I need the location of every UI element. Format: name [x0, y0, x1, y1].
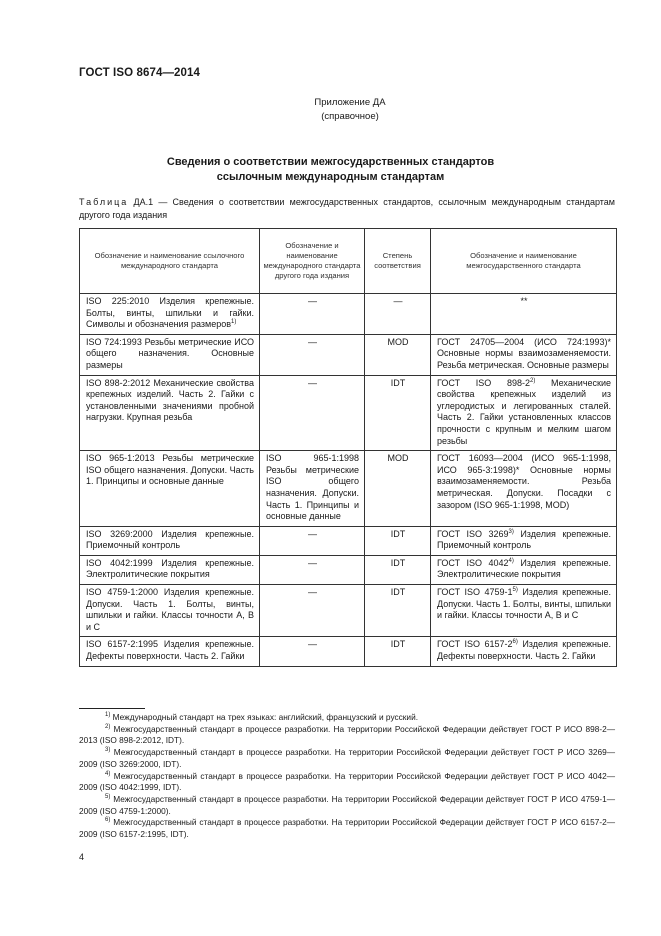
table-caption-text: ДА.1 — Сведения о соответствии межгосударственных стандартов, ссылочным международным стандартам другого года издания — [79, 197, 615, 220]
table-row — [80, 637, 617, 666]
cell-other: — — [260, 585, 365, 637]
section-title-line-1: Сведения о соответствии межгосударственных стандартов — [166, 156, 495, 168]
cell-reference: ISO 724:1993 Резьбы метрические ИСО общего назначения. Основные размеры — [80, 334, 260, 375]
cell-degree: MOD — [365, 334, 431, 375]
cell-degree: IDT — [365, 555, 431, 584]
header-interstate-standard: Обозначение и наименование межгосударственного стандарта — [431, 229, 617, 294]
cell-degree: IDT — [365, 585, 431, 637]
table-caption — [79, 196, 615, 222]
cell-other: — — [260, 555, 365, 584]
footnote: $^{3)}$ Межгосударственный стандарт в процессе разработки. На территории Российской Федерации действует ГОСТ Р ИСО 3269—2009 (ISO 3269:2000, IDT). — [79, 747, 615, 769]
cell-interstate: ГОСТ 16093—2004 (ИСО 965-1:1998, ИСО 965-3:1998)* Основные нормы взаимозаменяемости. Резьба метрическая. Допуски. Посадки с зазором (ISO 965-1:1998, MOD) — [431, 451, 617, 527]
footnote: $^{2)}$ Межгосударственный стандарт в процессе разработки. На территории Российской Федерации действует ГОСТ Р ИСО 898-2—2013 (ISO 898-2:2012, IDT). — [79, 723, 615, 746]
cell-degree: — — [365, 294, 431, 335]
cell-reference: ISO 4759-1:2000 Изделия крепежные. Допуски. Часть 1. Болты, винты, шпильки и гайки. Классы точности A, B и C — [80, 585, 260, 637]
header-degree: Степень соответствия — [365, 229, 431, 294]
table-row — [80, 555, 617, 584]
table-row — [80, 334, 617, 375]
table-caption-label: Таблица — [79, 197, 129, 207]
cell-reference: ISO 3269:2000 Изделия крепежные. Приемочный контроль — [80, 526, 260, 555]
cell-interstate: ГОСТ ISO 6157-2$^{6)}$ Изделия крепежные. Дефекты поверхности. Часть 2. Гайки — [431, 637, 617, 666]
page-number: 4 — [79, 852, 85, 862]
section-title — [79, 155, 582, 185]
annex-title: Приложение ДА — [314, 97, 386, 108]
cell-degree: MOD — [365, 451, 431, 527]
footnote: $^{6)}$ Межгосударственный стандарт в процессе разработки. На территории Российской Федерации действует ГОСТ Р ИСО 6157-2—2009 (ISO 6157-2:1995, IDT). — [79, 817, 616, 840]
table-header-row — [80, 229, 617, 294]
cell-other: — — [260, 294, 365, 335]
cell-degree: IDT — [365, 637, 431, 666]
cell-degree: IDT — [365, 375, 431, 451]
cell-interstate: ГОСТ 24705—2004 (ИСО 724:1993)* Основные нормы взаимозаменяемости. Резьба метрическая. Основные размеры — [431, 334, 617, 375]
cell-reference: ISO 4042:1999 Изделия крепежные. Электролитические покрытия — [80, 555, 260, 584]
cell-interstate: ** — [431, 294, 617, 335]
annex-heading — [300, 96, 400, 124]
footnote-separator — [79, 708, 145, 709]
table-row — [80, 375, 617, 451]
footnote: $^{4)}$ Межгосударственный стандарт в процессе разработки. На территории Российской Федерации действует ГОСТ Р ИСО 4042—2009 (ISO 4042:1999, IDT). — [79, 770, 615, 793]
header-other-year-standard: Обозначение и наименование международного стандарта другого года издания — [260, 229, 365, 294]
cell-other: — — [260, 526, 365, 555]
cell-reference: ISO 225:2010 Изделия крепежные. Болты, винты, шпильки и гайки. Символы и обозначения размеров$^{1)}$ — [80, 294, 260, 335]
footnote: $^{1)}$ Международный стандарт на трех языках: английский, французский и русский. — [105, 712, 419, 722]
cell-other: — — [260, 375, 365, 451]
table-row — [80, 585, 617, 637]
cell-other: — — [260, 334, 365, 375]
annex-subtitle: (справочное) — [321, 111, 379, 122]
section-title-line-2: ссылочным международным стандартам — [216, 171, 445, 183]
table-row — [80, 294, 617, 335]
table-row — [80, 526, 617, 555]
footnotes — [79, 712, 615, 841]
cell-reference: ISO 965-1:2013 Резьбы метрические ISO общего назначения. Допуски. Часть 1. Принципы и основные данные — [80, 451, 260, 527]
cell-degree: IDT — [365, 526, 431, 555]
cell-other: ISO 965-1:1998 Резьбы метрические ISO общего назначения. Допуски. Часть 1. Принципы и основные данные — [260, 451, 365, 527]
cell-interstate: ГОСТ ISO 3269$^{3)}$ Изделия крепежные. Приемочный контроль — [431, 526, 617, 555]
header-reference-standard: Обозначение и наименование ссылочного международного стандарта — [80, 229, 260, 294]
cell-other: — — [260, 637, 365, 666]
cell-interstate: ГОСТ ISO 4759-1$^{5)}$ Изделия крепежные. Допуски. Часть 1. Болты, винты, шпильки и гайки. Классы точности A, B и C — [431, 585, 617, 637]
cell-reference: ISO 898-2:2012 Механические свойства крепежных изделий. Часть 2. Гайки с установленными значениями пробной нагрузки. Крупная резьба — [80, 375, 260, 451]
footnote: $^{5)}$ Межгосударственный стандарт в процессе разработки. На территории Российской Федерации действует ГОСТ Р ИСО 4759-1—2009 (ISO 4759-1:2000). — [79, 793, 616, 816]
document-header: ГОСТ ISO 8674—2014 — [79, 67, 201, 79]
cell-interstate: ГОСТ ISO 898-2$^{2)}$ Механические свойства крепежных изделий из углеродистых и легированных сталей. Часть 2. Гайки установленных классов прочности с крупным и мелким шагом резьбы — [431, 375, 617, 451]
standards-table — [79, 228, 617, 667]
cell-interstate: ГОСТ ISO 4042$^{4)}$ Изделия крепежные. Электролитические покрытия — [431, 555, 617, 584]
cell-reference: ISO 6157-2:1995 Изделия крепежные. Дефекты поверхности. Часть 2. Гайки — [80, 637, 260, 666]
table-row — [80, 451, 617, 527]
